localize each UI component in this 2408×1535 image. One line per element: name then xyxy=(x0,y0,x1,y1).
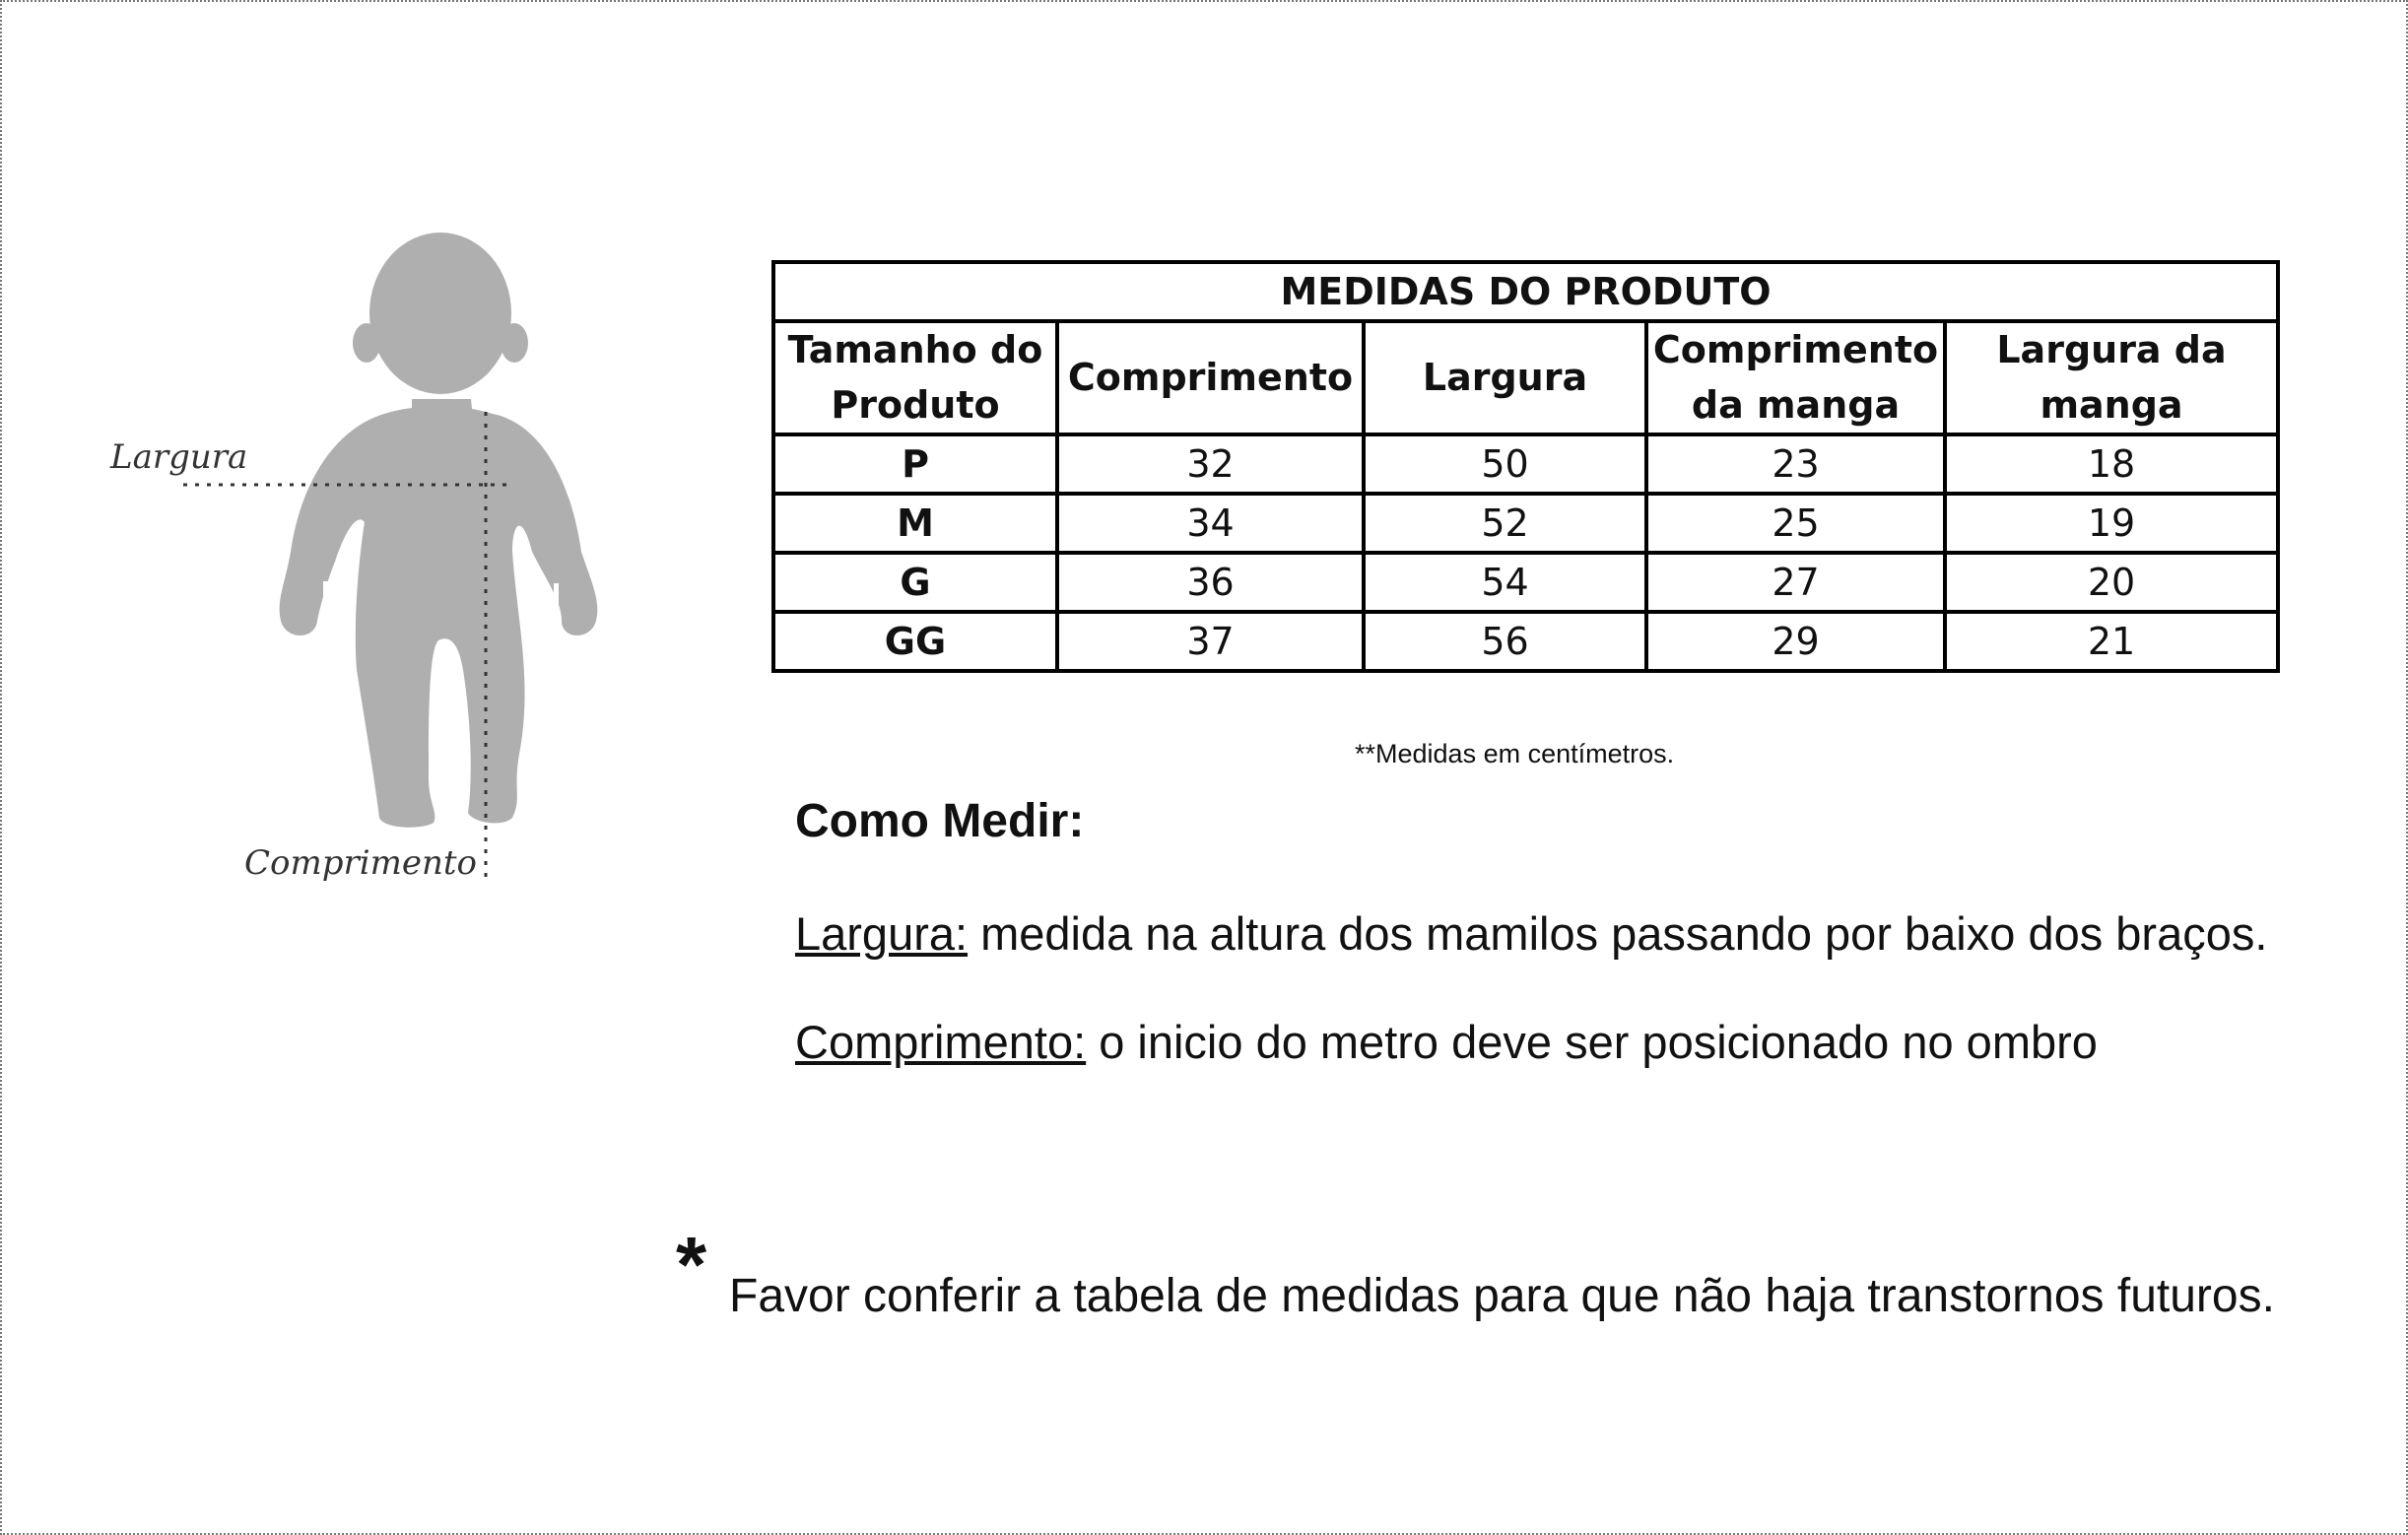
cell-length: 36 xyxy=(1057,553,1364,612)
length-term: Comprimento: xyxy=(795,1016,1087,1068)
cell-sleeve-width: 19 xyxy=(1945,494,2278,553)
table-title: MEDIDAS DO PRODUTO xyxy=(773,262,2278,321)
cell-length: 34 xyxy=(1057,494,1364,553)
cell-width: 54 xyxy=(1364,553,1646,612)
cell-size: G xyxy=(773,553,1057,612)
table-row xyxy=(773,612,2278,671)
length-text: o inicio do metro deve ser posicionado no ombro xyxy=(1086,1016,2098,1068)
width-term: Largura: xyxy=(795,907,969,960)
cell-sleeve-length: 29 xyxy=(1646,612,1945,671)
cell-width: 52 xyxy=(1364,494,1646,553)
diagram-label-length: Comprimento xyxy=(244,843,478,883)
width-text: medida na altura dos mamilos passando por baixo dos braços. xyxy=(968,907,2268,960)
cell-length: 32 xyxy=(1057,434,1364,494)
length-instruction xyxy=(795,1015,2098,1069)
cell-sleeve-width: 21 xyxy=(1945,612,2278,671)
cell-size: P xyxy=(773,434,1057,494)
baby-silhouette-diagram xyxy=(99,227,631,897)
table-row xyxy=(773,553,2278,612)
cell-sleeve-length: 25 xyxy=(1646,494,1945,553)
width-instruction xyxy=(795,906,2267,961)
header-sleeve-width: Largura da manga xyxy=(1945,321,2278,434)
cell-length: 37 xyxy=(1057,612,1364,671)
asterisk-mark: * xyxy=(676,1221,707,1308)
units-note: **Medidas em centímetros. xyxy=(1355,739,1675,768)
cell-sleeve-length: 23 xyxy=(1646,434,1945,494)
baby-silhouette xyxy=(280,233,598,828)
header-size: Tamanho do Produto xyxy=(773,321,1057,434)
cell-size: M xyxy=(773,494,1057,553)
header-sleeve-length: Comprimento da manga xyxy=(1646,321,1945,434)
table-row xyxy=(773,494,2278,553)
table-header-row xyxy=(773,321,2278,434)
how-to-title: Como Medir: xyxy=(795,795,1085,847)
cell-sleeve-width: 20 xyxy=(1945,553,2278,612)
diagram-label-width: Largura xyxy=(110,437,248,477)
table-row xyxy=(773,434,2278,494)
cell-size: GG xyxy=(773,612,1057,671)
cell-sleeve-length: 27 xyxy=(1646,553,1945,612)
header-length: Comprimento xyxy=(1057,321,1364,434)
size-table xyxy=(771,260,2280,673)
cell-sleeve-width: 18 xyxy=(1945,434,2278,494)
cell-width: 50 xyxy=(1364,434,1646,494)
header-width: Largura xyxy=(1364,321,1646,434)
cell-width: 56 xyxy=(1364,612,1646,671)
footer-warning: Favor conferir a tabela de medidas para que não haja transtornos futuros. xyxy=(729,1270,2275,1322)
